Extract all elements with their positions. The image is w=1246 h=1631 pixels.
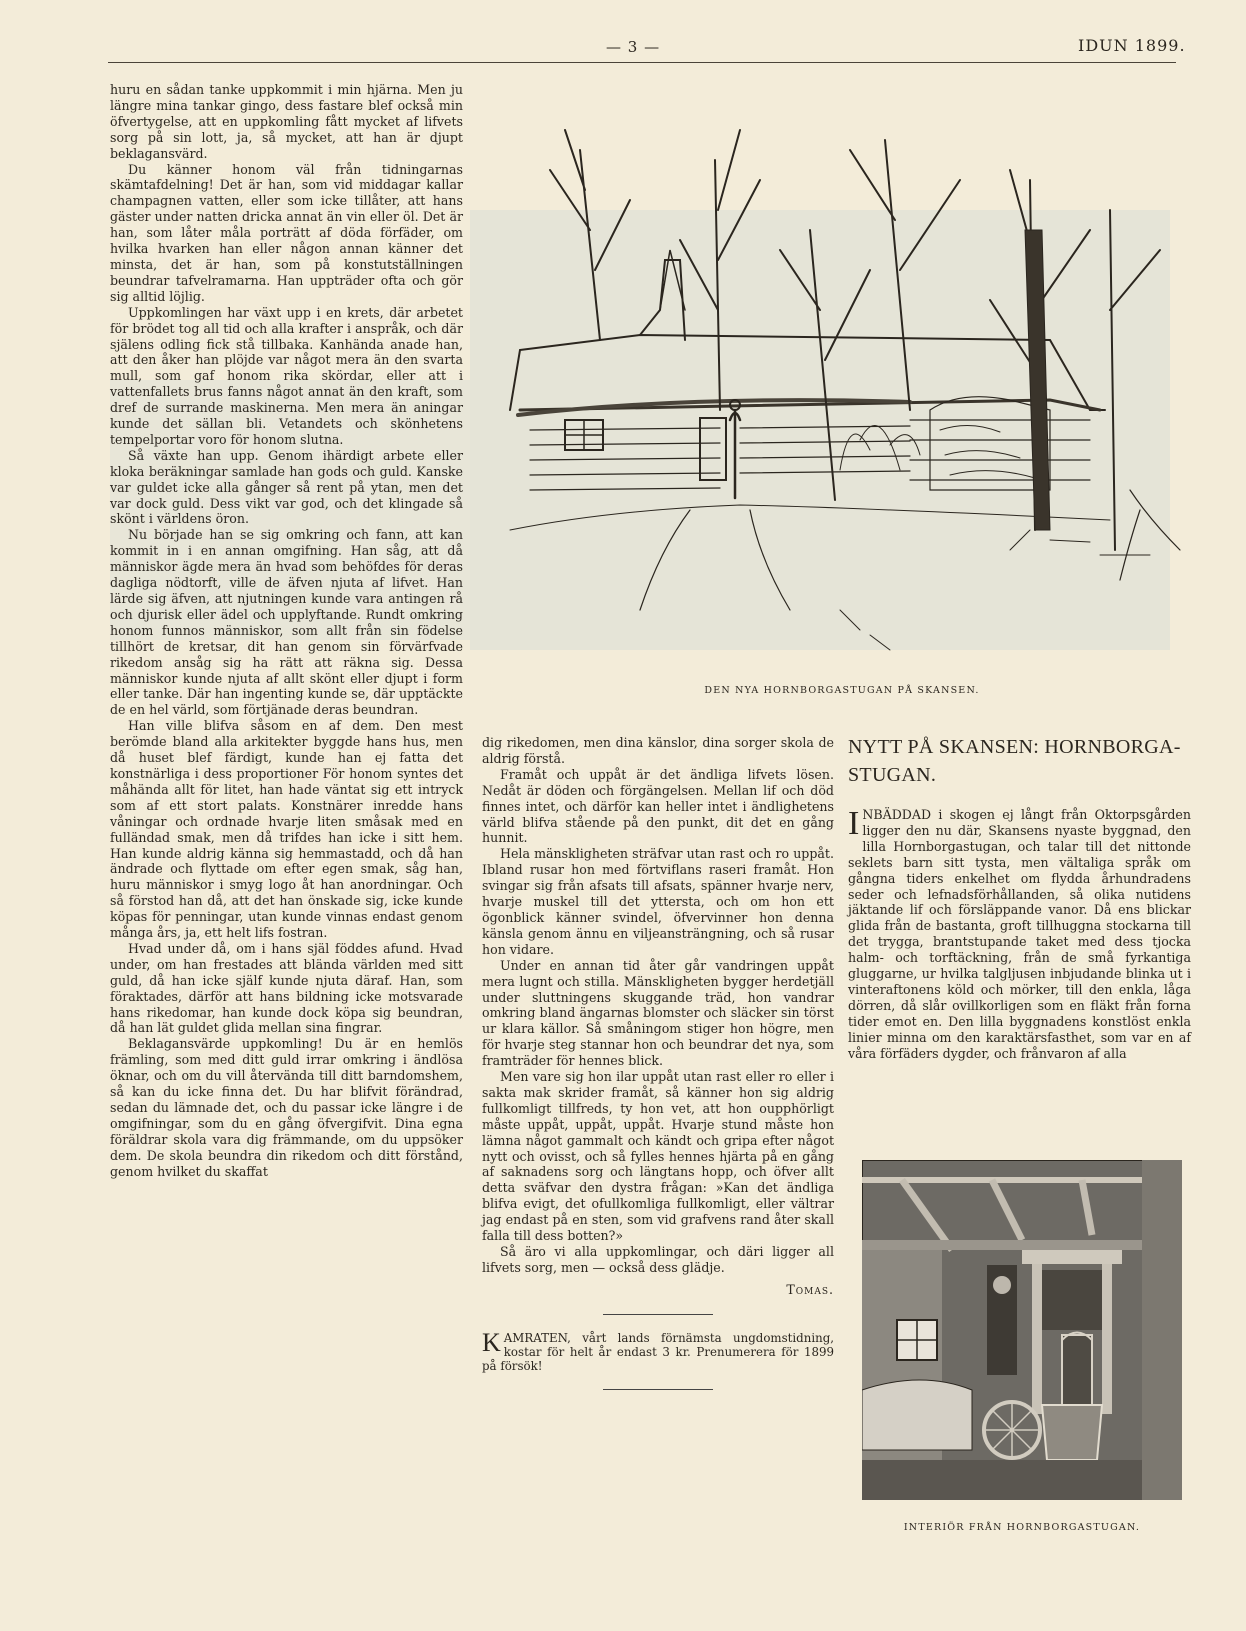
column-1 [110, 82, 463, 1180]
paragraph: huru en sådan tanke uppkommit i min hjärna. Men ju längre mina tankar gingo, dess fastare blef också min öfvertygelse, att en uppkomling fått mycket af lifvets sorg på sin lott, ja, så mycket, att han är djupt beklagansvärd. [110, 82, 463, 161]
divider [603, 1314, 713, 1315]
article-headline: NYTT PÅ SKANSEN: HORNBORGA-STUGAN. [848, 736, 1181, 786]
page-number: — 3 — [606, 38, 661, 56]
hornborgastugan-illustration [490, 110, 1200, 670]
notice-dropcap: K [482, 1327, 501, 1357]
publication-title: IDUN 1899. [1078, 36, 1186, 55]
paragraph: Han ville blifva såsom en af dem. Den mest berömde bland alla arkitekter byggde hans hus, men då huset blef färdigt, kunde han ej fatta det konstnärliga i dess proportioner För honom syntes det måhända allt för litet, han hade väntat sig ett intryck som af ett stort palats. Konstnärer inredde hans våningar och ordnade hvarje liten småsak med en fulländad smak, men då trifdes han icke i sitt hem. Han kunde aldrig känna sig hemmastadd, och då han ändrade och flyttade om efter egen smak, såg han, huru människor i smyg logo åt han anordningar. Och så förstod han då, att det han önskade sig, icke kunde köpas för penningar, utan kunde vinnas endast genom många års, ja, ett helt lifs fostran. [110, 718, 463, 941]
column-3 [848, 733, 1191, 1062]
paragraph: Hvad under då, om i hans själ föddes afund. Hvad under, om han frestades att blända världen med sitt guld, då han icke själf kunde njuta däraf. Han, som föraktades, därför att hans bildning icke motsvarade hans rikedomar, han kunde dock köpa sig beundran, då han lät guldet glida mellan sina fingrar. [110, 940, 463, 1036]
paragraph: Framåt och uppåt är det ändliga lifvets lösen. Nedåt är döden och förgängelsen. Mellan lif och död finnes intet, och därför kan heller intet i ändlighetens värld blifva stående på den punkt, dit det en gång hunnit. [482, 766, 834, 846]
paragraph: Under en annan tid åter går vandringen uppåt mera lugnt och stilla. Mänskligheten bygger herdetjäll under sluttningens skuggande träd, hon vandrar omkring bland ängarnas blomster och släcker sin törst ur klara källor. Så småningom stiger hon högre, men för hvarje steg stannar hon och beundrar det nya, som framträder för hennes blick. [482, 957, 834, 1069]
paragraph: Beklagansvärde uppkomling! Du är en hemlös främling, som med ditt guld irrar omkring i ändlösa öknar, och om du vill återvända till ditt barndomshem, så kan du icke finna det. Du har blifvit förändrad, sedan du lämnade det, och du passar icke längre i de omgifningar, som du en gång öfvergifvit. Dina egna föräldrar skola vara dig främmande, om du uppsöker dem. De skola beundra din rikedom och ditt förstånd, genom hvilket du skaffat [110, 1036, 463, 1179]
paragraph: Hela mänskligheten sträfvar utan rast och ro uppåt. Ibland rusar hon med förtviflans raseri framåt. Hon svingar sig från afsats till afsats, spänner hvarje nerv, hvarje muskel till det yttersta, och om hon ett ögonblick känner svindel, öfvervinner hon denna känsla genom ännu en viljeansträngning, och så rusar hon vidare. [482, 846, 834, 957]
kamraten-notice [482, 1327, 834, 1373]
article-dropcap: I [848, 805, 860, 842]
paragraph: Så äro vi alla uppkomlingar, och däri ligger all lifvets sorg, men — också dess glädje. [482, 1244, 834, 1275]
paragraph: Men vare sig hon ilar uppåt utan rast eller ro eller i sakta mak skrider framåt, så känner hon sig aldrig fullkomligt tillfreds, ty hon vet, att hon oupphörligt måste uppåt, uppåt, uppåt. Hvarje stund måste hon lämna något gammalt och kändt och gripa efter något nytt och ovisst, och så fylles hennes hjärta på en gång af saknadens sorg och längtans hopp, och öfver allt detta sväfvar den dystra frågan: »Kan det ändliga blifva evigt, det ofullkomliga fullkomligt, eller vältrar jag endast på en sten, som vid grafvens rand åter skall falla till dess botten?» [482, 1069, 834, 1244]
paragraph: Uppkomlingen har växt upp i en krets, där arbetet för brödet tog all tid och alla krafter i anspråk, och där själens odling fick stå tillbaka. Kanhända anade han, att den åker han plöjde var något mera än den svarta mull, som gaf honom rika skördar, eller att i vattenfallets brus fanns något annat än den kraft, som dref de surrande maskinerna. Men mera än aningar kunde det sällan bli. Vetandets och skönhetens tempelportar voro för honom slutna. [110, 304, 463, 447]
article-text: NBÄDDAD i skogen ej långt från Oktorpsgården ligger den nu där, Skansens nyaste byggnad, den lilla Hornborgastugan, och talar till det nittonde seklets barn sitt tysta, men vältaliga språk om gångna tiders enkelhet om flydda århundradens seder och lefnadsförhållanden, så olika nutidens jäktande lif och försläppande vanor. Då ens blickar glida från de bastanta, groft tillhuggna stockarna till det trygga, brantstupande taket med dess tjocka halm- och torftäckning, från de små fyrkantiga gluggarne, ur hvilka talgljusen inbjudande blinka ut i vinteraftonens köld och mörker, till den enkla, låga dörren, då slår ovillkorligen som en fläkt från forna tider emot en. Den lilla byggnadens konstlöst enkla linier minna om den karaktärsfasthet, som var en af våra förfäders dygder, och frånvaron af alla [848, 807, 1191, 1061]
interior-illustration-caption: INTERIÖR FRÅN HORNBORGASTUGAN. [903, 1522, 1141, 1533]
column-2 [482, 735, 834, 1406]
author-signature: Tomas. [786, 1281, 834, 1297]
notice-text: AMRATEN, vårt lands förnämsta ungdomstidning, kostar för helt år endast 3 kr. Prenumerera för 1899 på försök! [482, 1330, 834, 1373]
interior-illustration [862, 1160, 1182, 1500]
paragraph: Du känner honom väl från tidningarnas skämtafdelning! Det är han, som vid middagar kallar champagnen vatten, eller som icke tillåter, att hans gäster under natten dricka annat än vin eller öl. Det är han, som låter måla porträtt af döda förfäder, om hvilka hvarken han eller någon annan känner det minsta, det är han, som på konstutställningen beundrar tafvelramarna. Han uppträder ofta och gör sig alltid löjlig. [110, 161, 463, 304]
paragraph: Nu började han se sig omkring och fann, att kan kommit in i en annan omgifning. Han såg, att då människor ägde mera än hvad som behöfdes för deras dagliga nödtorft, ville de äfven njuta af lifvet. Han lärde sig äfven, att njutningen kunde vara antingen rå och djurisk eller ädel och upplyftande. Rundt omkring honom funnos människor, som allt från sin födelse tillhört de kretsar, dit han genom sin förvärfvade rikedom ansåg sig ha rätt att räkna sig. Dessa människor kunde njuta af allt skönt eller djupt i form eller tanke. Där han ingenting kunde se, där upptäckte de en hel värld, som förtjänade deras beundran. [110, 527, 463, 718]
divider [603, 1389, 713, 1390]
article-body [848, 807, 1191, 1062]
paragraph: Så växte han upp. Genom ihärdigt arbete eller kloka beräkningar samlade han gods och guld. Kanske var guldet icke alla gånger så rent på ytan, men det var dock guld. Dess vikt var god, och det klingade så skönt i världens öron. [110, 447, 463, 527]
main-illustration-caption: DEN NYA HORNBORGASTUGAN PÅ SKANSEN. [704, 685, 980, 696]
header-rule [108, 62, 1176, 63]
paragraph: dig rikedomen, men dina känslor, dina sorger skola de aldrig förstå. [482, 735, 834, 766]
